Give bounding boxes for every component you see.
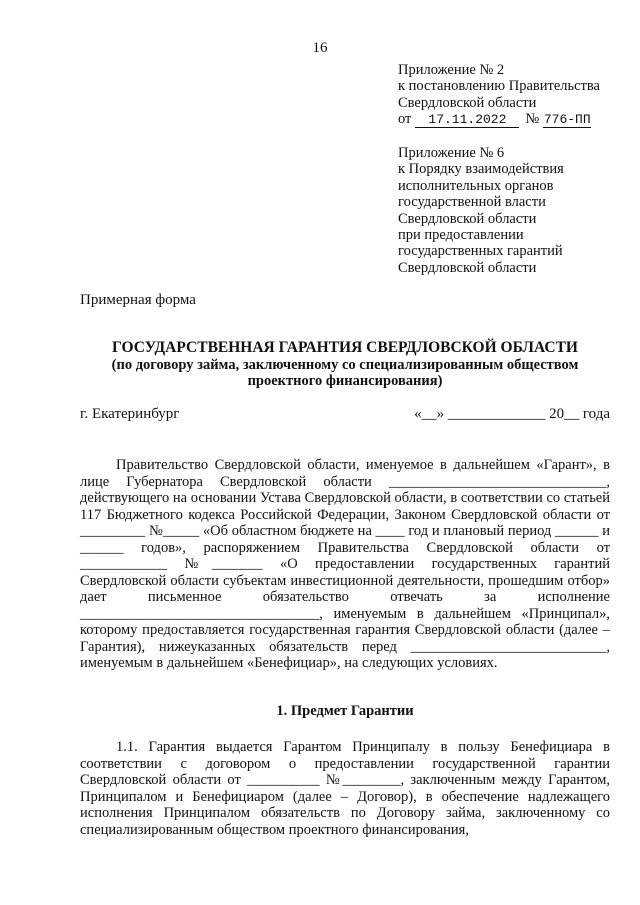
intro-text: Правительство Свердловской области, именуемое в дальнейшем «Гарант», в лице Губернатора Свердловской области ______________________________, действующего на основании Устава Свердловской области, в соответствии со статьей 117 Бюджетного кодекса Российской Федерации, Законом Свердловской области от _________ №_____ «Об областном бюджете на ____ год и плановый период ______ и ______ годов», распоряжением Правительства Свердловской области от ____________ №_______ «О предоставлении государственных гарантий Свердловской области субъектам инвестиционной деятельности, прошедшим отбор» дает письменное обязательство отвечать за исполнение _________________________________, именуемым в дальнейшем «Принципал», которому предоставляется государственная гарантия Свердловской области (далее – Гарантия), нижеуказанных обязательств перед ___________________________, именуемым в дальнейшем «Бенефициар», на следующих условиях.: [80, 457, 610, 671]
city: г. Екатеринбург: [80, 406, 180, 422]
resolution-date: 17.11.2022: [415, 113, 519, 128]
title-subtitle: (по договору займа, заключенному со специализированным обществом проектного финансирования): [111, 357, 579, 389]
number-prefix: №: [525, 111, 540, 128]
appendix-2-block: [398, 62, 600, 128]
form-type-label: Примерная форма: [80, 292, 196, 308]
title-main: ГОСУДАРСТВЕННАЯ ГАРАНТИЯ СВЕРДЛОВСКОЙ ОБЛАСТИ: [112, 339, 578, 356]
clause-1-1: [80, 739, 610, 838]
appendix-6-line: Приложение № 6: [398, 145, 505, 161]
appendix-6-line: государственной власти: [398, 194, 546, 211]
appendix-6-line: к Порядку взаимодействия: [398, 161, 564, 178]
appendix-6-line: Свердловской области: [398, 210, 537, 227]
resolution-reference: [398, 111, 600, 128]
appendix-2-line: Свердловской области: [398, 94, 537, 111]
document-title: [80, 339, 610, 389]
resolution-number: 776-ПП: [543, 112, 591, 128]
appendix-6-line: государственных гарантий: [398, 243, 563, 260]
page-number: 16: [312, 40, 328, 56]
appendix-6-line: исполнительных органов: [398, 177, 554, 194]
section-1-heading: 1. Предмет Гарантии: [276, 703, 414, 719]
place-date-line: [80, 406, 610, 423]
appendix-6-line: при предоставлении: [398, 227, 524, 244]
date-prefix: от: [398, 111, 412, 128]
date-placeholder: «__» _____________ 20__ года: [414, 406, 610, 422]
appendix-2-line: к постановлению Правительства: [398, 78, 600, 95]
appendix-2-line: Приложение № 2: [398, 62, 505, 78]
clause-1-1-text: 1.1. Гарантия выдается Гарантом Принципалу в пользу Бенефициара в соответствии с договором о предоставлении государственной гарантии Свердловской области от __________ №________, заключенным между Гарантом, Принципалом и Бенефициаром (далее – Договор), в обеспечение надлежащего исполнения Принципалом обязательств по Договору займа, заключенному со специализированным обществом проектного финансирования,: [80, 739, 610, 838]
intro-paragraph: [80, 457, 610, 672]
appendix-6-line: Свердловской области: [398, 259, 537, 276]
appendix-6-block: [398, 145, 564, 276]
